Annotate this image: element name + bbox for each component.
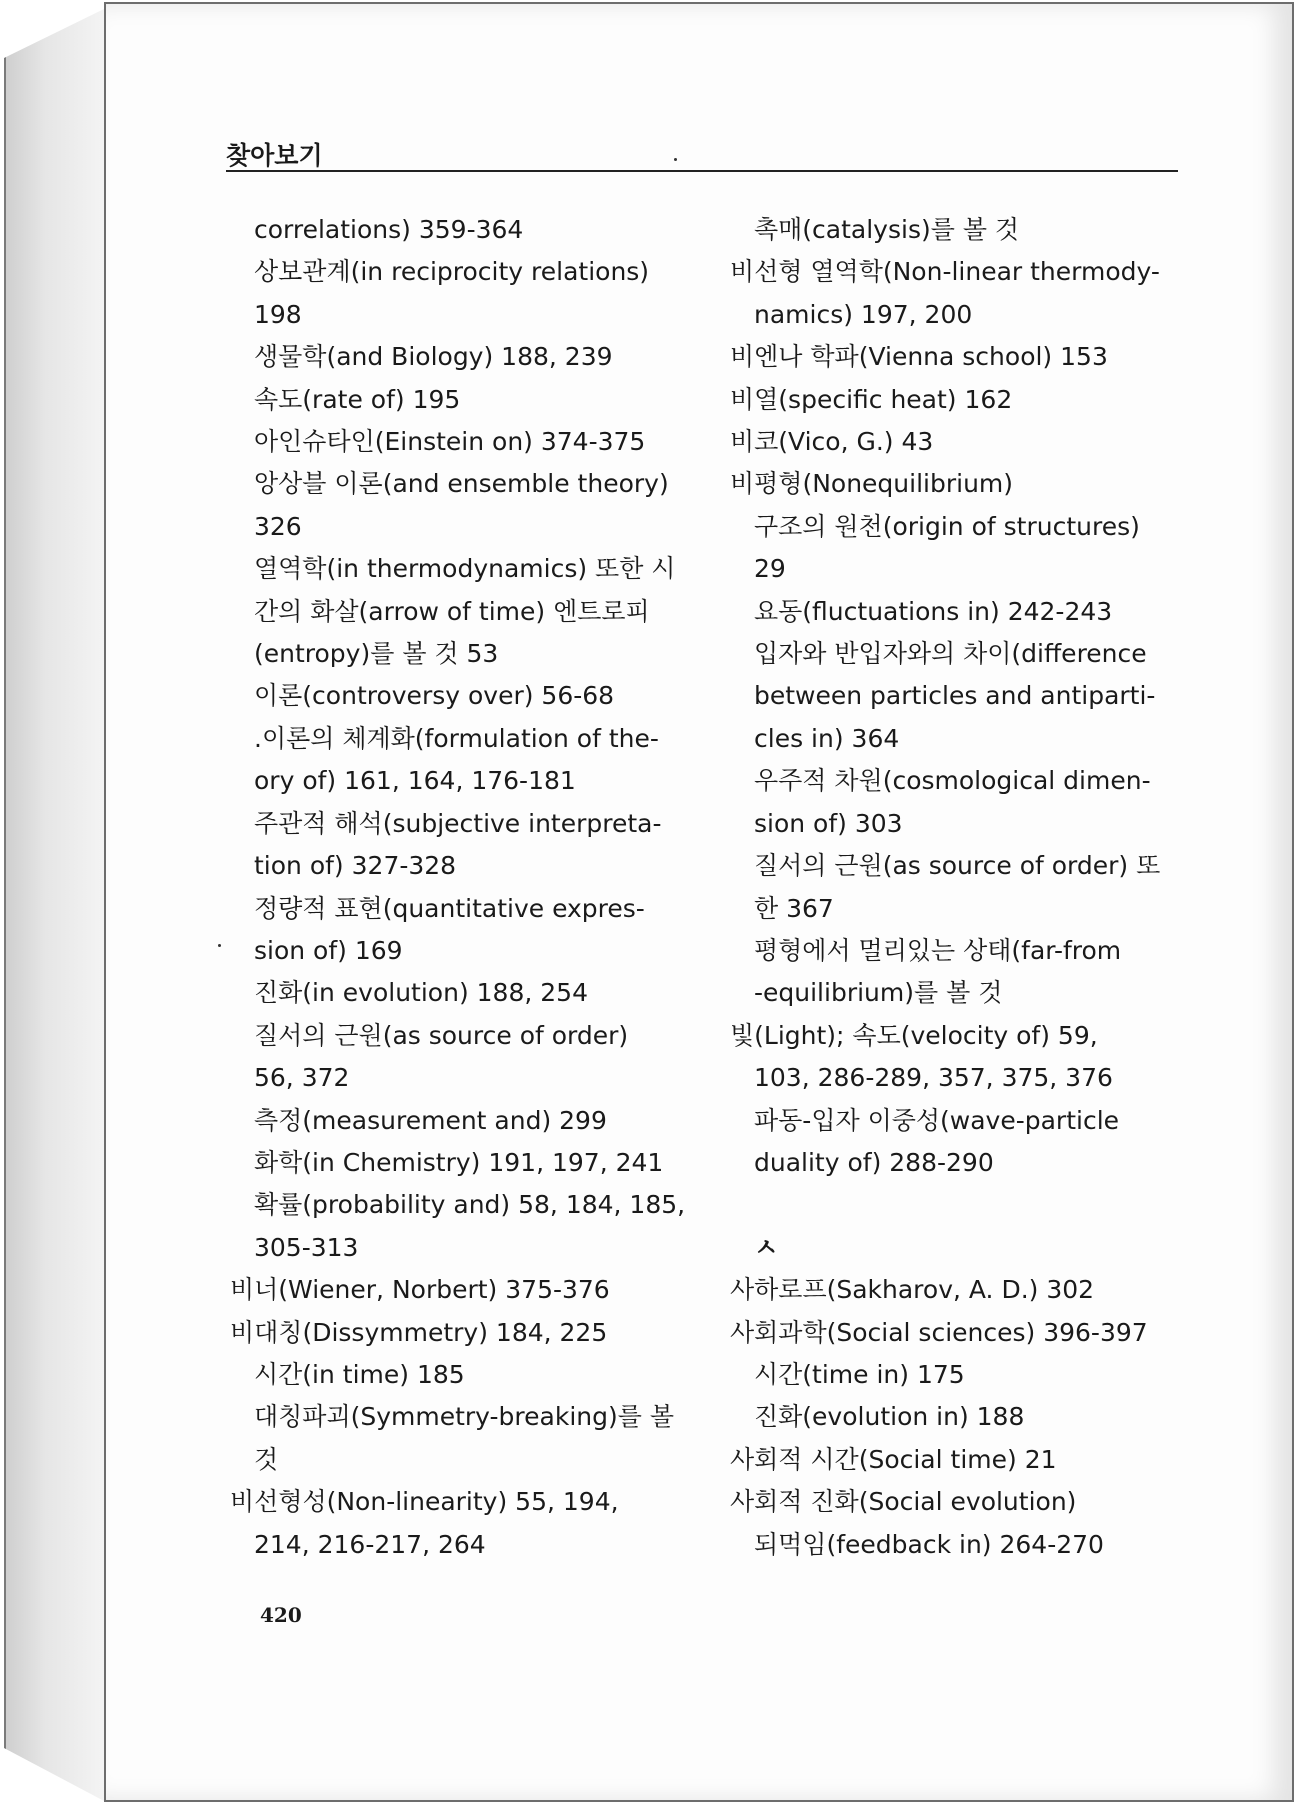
index-entry: tion of) 327-328 <box>254 851 457 881</box>
index-entry: 앙상블 이론(and ensemble theory) <box>254 469 669 499</box>
index-entry: 이론(controversy over) 56-68 <box>254 681 615 711</box>
index-entry: 요동(fluctuations in) 242-243 <box>754 596 1113 626</box>
index-entry: 비너(Wiener, Norbert) 375-376 <box>230 1275 610 1305</box>
index-entry: cles in) 364 <box>754 723 900 753</box>
index-entry: 질서의 근원(as source of order) 또 <box>754 851 1161 881</box>
index-entry: ㅅ <box>754 1232 779 1262</box>
index-entry: 대칭파괴(Symmetry-breaking)를 볼 <box>254 1402 674 1432</box>
index-entry: 비열(specific heat) 162 <box>730 384 1013 414</box>
index-entry: 촉매(catalysis)를 볼 것 <box>754 215 1020 244</box>
index-entry: 화학(in Chemistry) 191, 197, 241 <box>254 1147 664 1177</box>
index-entry: 확률(probability and) 58, 184, 185, <box>254 1190 686 1220</box>
book-spine-edge <box>4 8 106 1802</box>
index-entry: 생물학(and Biology) 188, 239 <box>254 342 613 372</box>
index-entry: 비선형성(Non-linearity) 55, 194, <box>230 1487 619 1517</box>
index-column-left <box>230 209 686 1566</box>
index-entry: 정량적 표현(quantitative expres- <box>254 893 645 923</box>
index-entry: 사하로프(Sakharov, A. D.) 302 <box>730 1275 1095 1305</box>
index-entry: sion of) 303 <box>754 808 903 838</box>
index-column-right <box>730 209 1182 1566</box>
index-entry: sion of) 169 <box>254 935 403 965</box>
index-entry: 진화(evolution in) 188 <box>754 1402 1025 1432</box>
index-entry: (entropy)를 볼 것 53 <box>254 639 499 669</box>
index-entry: 305-313 <box>254 1232 359 1262</box>
index-entry: 빛(Light); 속도(velocity of) 59, <box>730 1020 1098 1050</box>
index-entry: 사회과학(Social sciences) 396-397 <box>730 1317 1148 1347</box>
print-speck <box>218 944 221 947</box>
index-entry: 29 <box>754 554 786 584</box>
index-entry: 한 367 <box>754 893 834 923</box>
index-entry: 비평형(Nonequilibrium) <box>730 469 1014 499</box>
index-entry: 구조의 원천(origin of structures) <box>754 511 1140 541</box>
index-entry: -equilibrium)를 볼 것 <box>754 978 1003 1008</box>
index-entry: duality of) 288-290 <box>754 1147 994 1177</box>
index-entry: namics) 197, 200 <box>754 299 973 329</box>
index-entry: 진화(in evolution) 188, 254 <box>254 978 588 1008</box>
index-entry: 56, 372 <box>254 1063 350 1093</box>
index-entry: 것 <box>254 1444 279 1474</box>
index-entry: 파동-입자 이중성(wave-particle <box>754 1105 1120 1135</box>
index-entry: 비엔나 학파(Vienna school) 153 <box>730 342 1108 372</box>
index-entry: between particles and antiparti- <box>754 681 1156 711</box>
index-entry: 비코(Vico, G.) 43 <box>730 427 934 457</box>
index-entry: 비선형 열역학(Non-linear thermody- <box>730 257 1160 287</box>
index-entry: 326 <box>254 511 302 541</box>
index-entry: 질서의 근원(as source of order) <box>254 1020 629 1050</box>
index-entry: 우주적 차원(cosmological dimen- <box>754 766 1151 796</box>
page-title: 찾아보기 <box>226 141 323 170</box>
index-entry: 평형에서 멀리있는 상태(far-from <box>754 935 1122 965</box>
index-entry: 시간(in time) 185 <box>254 1359 465 1389</box>
index-entry: 주관적 해석(subjective interpreta- <box>254 808 662 838</box>
index-entry: 비대칭(Dissymmetry) 184, 225 <box>230 1317 608 1347</box>
index-entry: 103, 286-289, 357, 375, 376 <box>754 1063 1113 1093</box>
index-entry: 214, 216-217, 264 <box>254 1529 486 1559</box>
index-entry <box>730 1184 1182 1226</box>
index-entry: 시간(time in) 175 <box>754 1359 965 1389</box>
print-speck <box>674 158 677 161</box>
index-entry: 속도(rate of) 195 <box>254 384 461 414</box>
index-entry: 사회적 진화(Social evolution) <box>730 1487 1077 1517</box>
index-entry: 사회적 시간(Social time) 21 <box>730 1444 1057 1474</box>
index-entry: correlations) 359-364 <box>254 215 524 244</box>
index-entry: 상보관계(in reciprocity relations) <box>254 257 650 287</box>
index-entry: 간의 화살(arrow of time) 엔트로피 <box>254 596 650 626</box>
index-entry: ory of) 161, 164, 176-181 <box>254 766 576 796</box>
index-entry: 아인슈타인(Einstein on) 374-375 <box>254 427 646 457</box>
index-entry: 입자와 반입자와의 차이(difference <box>754 639 1147 669</box>
header-rule <box>226 170 1178 172</box>
index-entry: 되먹임(feedback in) 264-270 <box>754 1529 1104 1559</box>
index-entry: 측정(measurement and) 299 <box>254 1105 607 1135</box>
index-entry: .이론의 체계화(formulation of the- <box>254 723 659 753</box>
index-entry: 198 <box>254 299 302 329</box>
index-entry: 열역학(in thermodynamics) 또한 시 <box>254 554 676 584</box>
page-number: 420 <box>260 1603 302 1627</box>
